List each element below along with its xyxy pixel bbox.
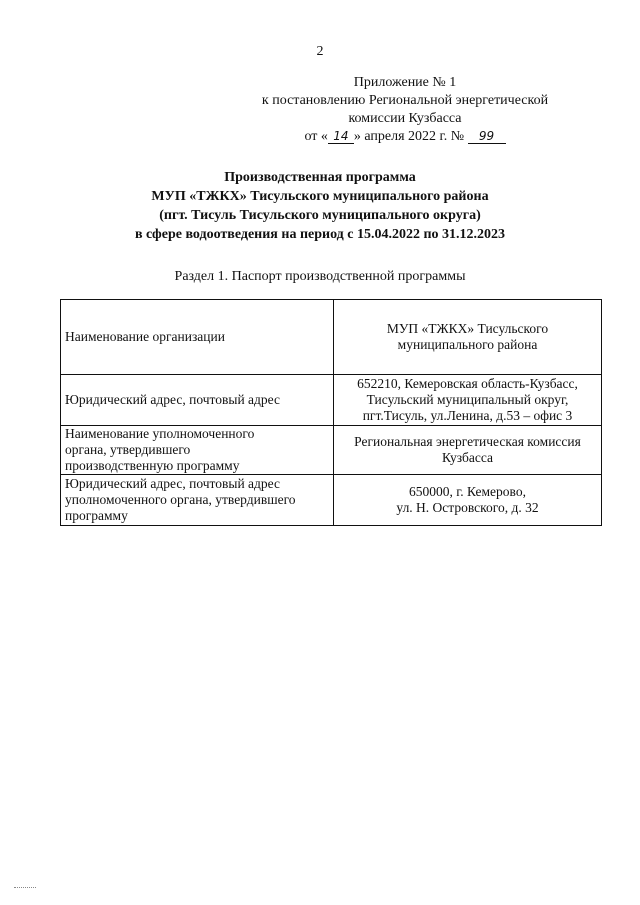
table-row	[61, 300, 602, 375]
page-number: 2	[316, 44, 324, 59]
title-line-3: (пгт. Тисуль Тисульского муниципального округа)	[159, 208, 481, 223]
section-heading: Раздел 1. Паспорт производственной программы	[174, 269, 466, 284]
row-label-authority-address	[61, 475, 334, 526]
passport-table	[60, 299, 602, 526]
row-label-organization: Наименование организации	[61, 300, 334, 375]
appendix-issuer: комиссии Кузбасса	[348, 111, 462, 126]
value-line: Кузбасса	[441, 450, 494, 465]
value-line: муниципального района	[397, 337, 538, 352]
scan-artifact	[14, 887, 36, 888]
value-line: ул. Н. Островского, д. 32	[396, 500, 539, 515]
label-line: Юридический адрес, почтовый адрес	[65, 476, 280, 491]
handwritten-doc-number: 99	[468, 130, 506, 144]
value-line: Региональная энергетическая комиссия	[354, 434, 581, 449]
appendix-date-line	[246, 128, 564, 146]
title-line-2: МУП «ТЖКХ» Тисульского муниципального района	[151, 189, 489, 204]
row-value-organization	[334, 300, 602, 375]
appendix-block	[246, 74, 564, 146]
value-line: 652210, Кемеровская область-Кузбасс,	[357, 376, 578, 391]
value-line: МУП «ТЖКХ» Тисульского	[386, 321, 549, 336]
label-line: программу	[65, 508, 128, 523]
table-row	[61, 475, 602, 526]
row-value-address	[334, 375, 602, 426]
label-line: производственную программу	[65, 458, 240, 473]
row-value-authority-address	[334, 475, 602, 526]
date-suffix: » апреля 2022 г. №	[353, 129, 465, 144]
label-line: уполномоченного органа, утвердившего	[65, 492, 296, 507]
table-row	[61, 375, 602, 426]
table-row	[61, 426, 602, 475]
handwritten-day: 14	[328, 130, 354, 144]
row-label-authority	[61, 426, 334, 475]
title-line-4: в сфере водоотведения на период с 15.04.2022 по 31.12.2023	[134, 227, 506, 242]
document-title	[0, 168, 640, 244]
appendix-reference: к постановлению Региональной энергетической	[261, 93, 549, 108]
label-line: Наименование уполномоченного	[65, 426, 255, 441]
row-label-address: Юридический адрес, почтовый адрес	[61, 375, 334, 426]
value-line: 650000, г. Кемерово,	[409, 484, 526, 499]
appendix-title: Приложение № 1	[353, 75, 457, 90]
title-line-1: Производственная программа	[224, 170, 416, 185]
date-prefix: от «	[304, 129, 328, 144]
label-line: органа, утвердившего	[65, 442, 191, 457]
value-line: Тисульский муниципальный округ,	[366, 392, 569, 407]
row-value-authority	[334, 426, 602, 475]
value-line: пгт.Тисуль, ул.Ленина, д.53 – офис 3	[362, 408, 573, 423]
